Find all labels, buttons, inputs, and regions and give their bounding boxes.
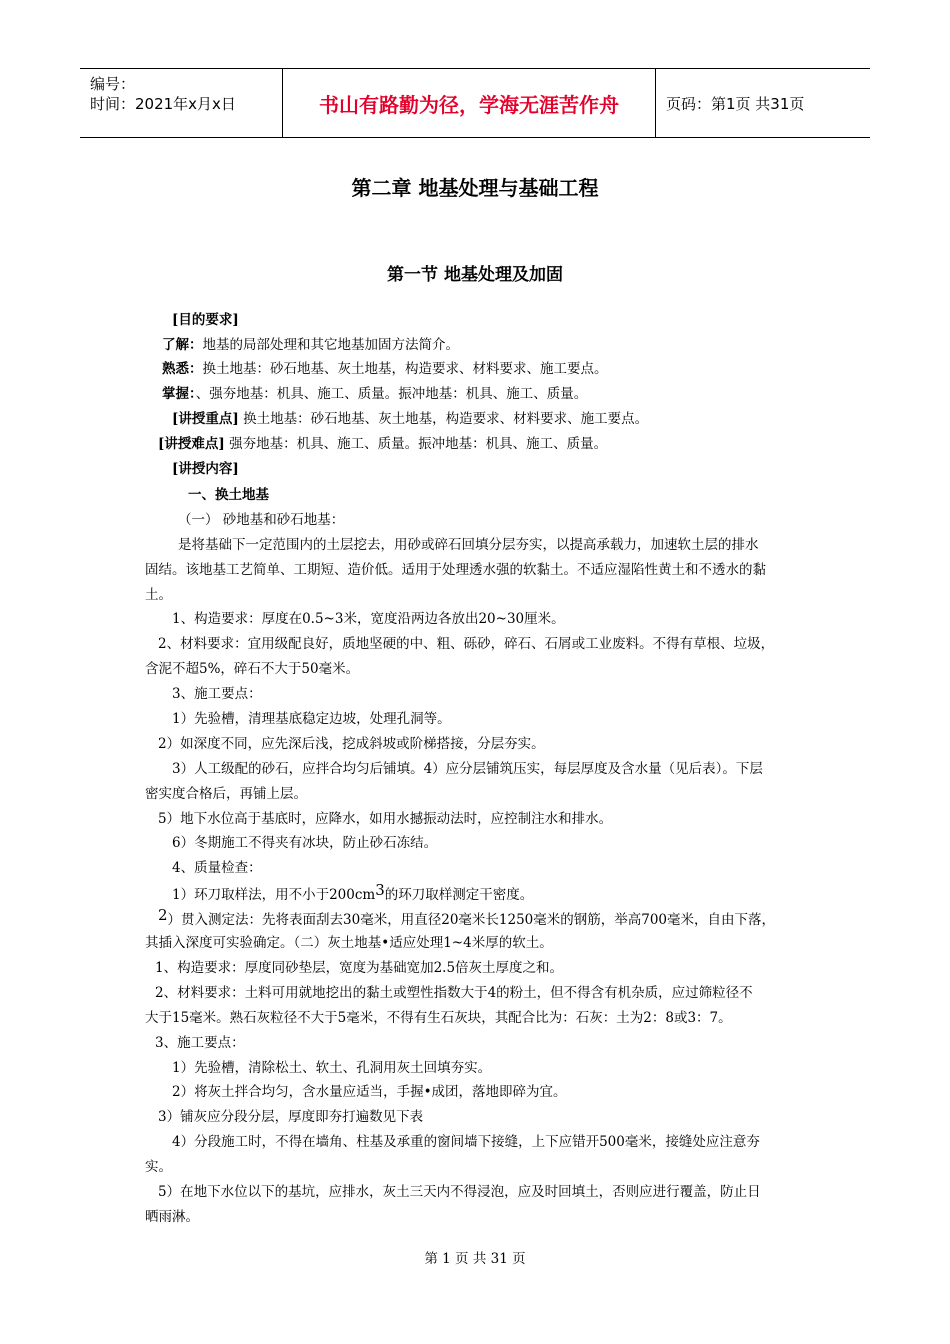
header-page-cell <box>656 69 870 137</box>
master-text: 、强夯地基：机具、施工、质量。振冲地基：机具、施工、质量。 <box>195 386 588 402</box>
paragraph-line: 晒雨淋。 <box>145 1209 199 1225</box>
key-label: [讲授重点] <box>172 411 239 427</box>
paragraph-line <box>158 906 776 930</box>
page-info: 页码：第1页 共31页 <box>666 94 805 113</box>
goals-heading: [目的要求] <box>172 312 239 328</box>
chapter-title: 第二章 地基处理与基础工程 <box>351 176 599 200</box>
master-line <box>162 384 587 404</box>
paragraph-line: 固结。该地基工艺简单、工期短、造价低。适用于处理透水强的软黏土。不适应湿陷性黄土和不透水的黏 <box>145 562 766 578</box>
page-footer: 第 1 页 共 31 页 <box>424 1251 526 1267</box>
paragraph-line: 1）先验槽，清理基底稳定边坡，处理孔洞等。 <box>172 711 451 727</box>
paragraph-line: 2、材料要求：宜用级配良好，质地坚硬的中、粗、砾砂，碎石、石屑或工业废料。不得有草根、垃圾， <box>158 636 775 652</box>
difficult-line <box>158 434 607 454</box>
paragraph-line: 4）分段施工时，不得在墙角、柱基及承重的窗间墙下接缝，上下应错开500毫米，接缝处应注意夯 <box>172 1134 760 1150</box>
text-fragment: ）贯入测定法：先将表面刮去30毫米，用直径20毫米长1250毫米的钢筋，举高700毫米，自由下落， <box>167 912 776 928</box>
paragraph-line: 5）在地下水位以下的基坑，应排水，灰土三天内不得浸泡，应及时回填土，否则应进行覆盖，防止日 <box>158 1184 761 1200</box>
key-text: 换土地基：砂石地基、灰土地基，构造要求、材料要求、施工要点。 <box>238 411 649 427</box>
paragraph-line: 3）人工级配的砂石，应拌合均匀后铺填。4）应分层铺筑压实，每层厚度及含水量（见后表）。下层 <box>172 761 763 777</box>
header-motto-cell <box>282 69 656 137</box>
paragraph-line: 1、构造要求：厚度同砂垫层，宽度为基础宽加2.5倍灰土厚度之和。 <box>155 960 564 976</box>
superscript: 3 <box>375 881 385 899</box>
familiar-text: 换土地基：砂石地基、灰土地基，构造要求、材料要求、施工要点。 <box>202 361 608 377</box>
familiar-line <box>162 359 608 379</box>
content-heading: [讲授内容] <box>172 461 239 477</box>
paragraph-line: 土。 <box>145 587 172 603</box>
paragraph-line: 大于15毫米。熟石灰粒径不大于5毫米，不得有生石灰块，其配合比为：石灰：土为2：8或3：7。 <box>145 1010 732 1026</box>
familiar-label: 熟悉： <box>162 361 203 377</box>
document-header <box>80 68 870 138</box>
understand-text: 地基的局部处理和其它地基加固方法简介。 <box>202 337 459 353</box>
paragraph-line: 密实度合格后，再铺上层。 <box>145 786 307 802</box>
understand-label: 了解： <box>162 337 203 353</box>
paragraph-line: 是将基础下一定范围内的土层挖去，用砂或碎石回填分层夯实，以提高承载力，加速软土层的排水 <box>178 537 759 553</box>
time-label: 时间：2021年x月x日 <box>90 95 236 113</box>
understand-line <box>162 335 459 355</box>
paragraph-line: 含泥不超5%，碎石不大于50毫米。 <box>145 661 360 677</box>
difficult-label: [讲授难点] <box>158 436 225 452</box>
paragraph-line: 3、施工要点： <box>155 1035 245 1051</box>
paragraph-line: 2、材料要求：土料可用就地挖出的黏土或塑性指数大于4的粉土，但不得含有机杂质，应过筛粒径不 <box>155 985 753 1001</box>
master-label: 掌握： <box>162 386 196 402</box>
difficult-text: 强夯地基：机具、施工、质量。振冲地基：机具、施工、质量。 <box>224 436 608 452</box>
code-label: 编号： <box>90 75 136 93</box>
paragraph-line: 2）将灰土拌合均匀，含水量应适当，手握•成团，落地即碎为宜。 <box>172 1084 567 1100</box>
subheading-sand: （一） 砂地基和砂石地基： <box>178 512 345 528</box>
paragraph-line: 5）地下水位高于基底时，应降水，如用水撼振动法时，应控制注水和排水。 <box>158 811 613 827</box>
text-fragment: 的环刀取样测定干密度。 <box>384 887 534 903</box>
paragraph-line: 实。 <box>145 1159 172 1175</box>
list-number: 2 <box>158 906 168 924</box>
paragraph-line: 6）冬期施工不得夹有冰块，防止砂石冻结。 <box>172 835 438 851</box>
paragraph-line: 2）如深度不同，应先深后浅，挖成斜坡或阶梯搭接，分层夯实。 <box>158 736 545 752</box>
paragraph-line <box>172 881 534 905</box>
paragraph-line: 其插入深度可实验确定。（二）灰土地基•适应处理1~4米厚的软土。 <box>145 935 553 951</box>
paragraph-line: 3、施工要点： <box>172 686 262 702</box>
paragraph-line: 4、质量检查： <box>172 860 262 876</box>
paragraph-line: 1）先验槽，清除松土、软土、孔洞用灰土回填夯实。 <box>172 1060 492 1076</box>
text-fragment: 1）环刀取样法，用不小于200cm <box>172 887 376 903</box>
paragraph-line: 1、构造要求：厚度在0.5~3米，宽度沿两边各放出20~30厘米。 <box>172 611 565 627</box>
key-line <box>172 409 648 429</box>
paragraph-line: 3）铺灰应分段分层，厚度即夯打遍数见下表 <box>158 1109 424 1125</box>
heading-replacement-soil: 一、换土地基 <box>188 487 269 503</box>
section-title: 第一节 地基处理及加固 <box>387 265 563 285</box>
motto-text: 书山有路勤为径，学海无涯苦作舟 <box>319 92 619 117</box>
header-meta-cell <box>80 69 282 137</box>
